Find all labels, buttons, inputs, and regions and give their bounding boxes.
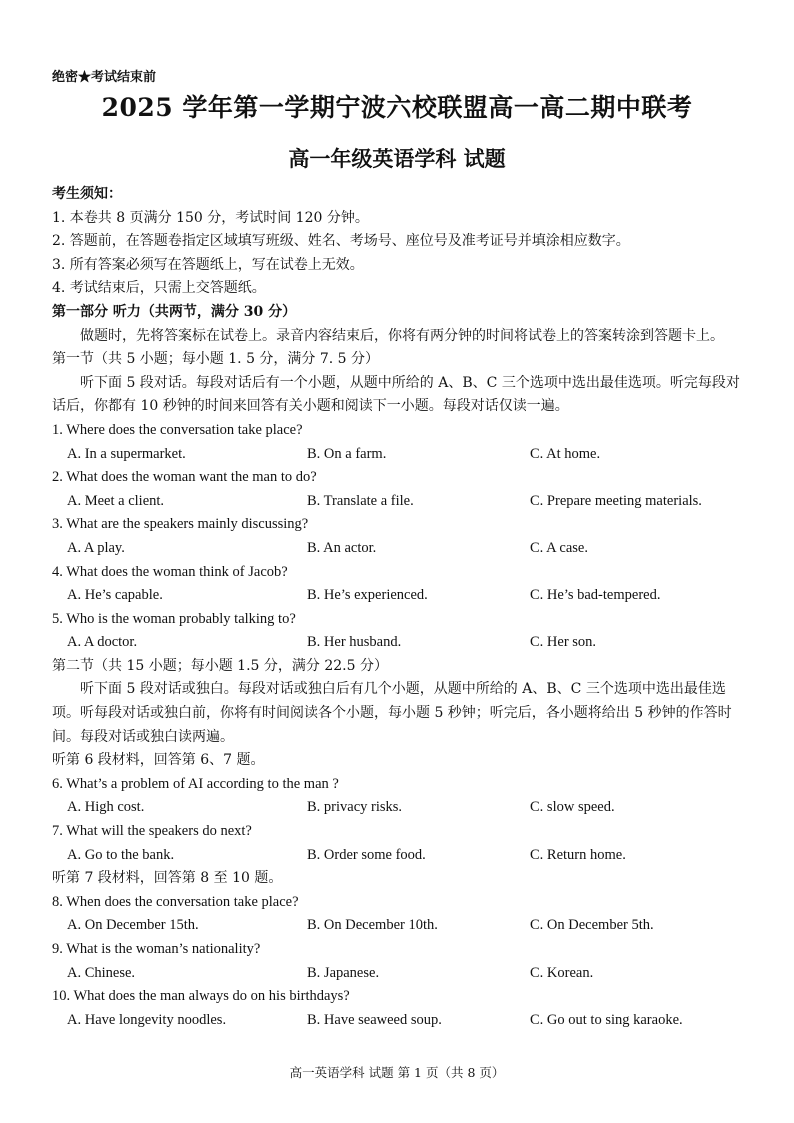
question-3: 3. What are the speakers mainly discussing? [52,516,309,533]
exam-body [52,183,752,1032]
section1-heading: 第一节（共 5 小题；每小题 1. 5 分，满分 7. 5 分） [52,351,380,368]
option-a: A. Chinese. [67,964,136,981]
option-c: C. Prepare meeting materials. [530,492,702,509]
option-a: A. On December 15th. [67,917,199,934]
question-10: 10. What does the man always do on his birthdays? [52,988,350,1005]
question-6: 6. What’s a problem of AI according to the man ? [52,775,339,792]
option-c: C. Return home. [530,846,626,863]
option-a: A. High cost. [67,799,145,816]
option-a: A. Meet a client. [67,492,165,509]
option-c: C. Go out to sing karaoke. [530,1011,683,1028]
section1-instructions: 听下面 5 段对话。每段对话后有一个小题，从题中所给的 A、B、C 三个选项中选出最佳选项。听完每段对话后，你都有 10 秒钟的时间来回答有关小题和阅读下一小题。每段对话仅读一遍。 [52,374,740,415]
part1-intro: 做题时，先将答案标在试卷上。录音内容结束后，你将有两分钟的时间将试卷上的答案转涂到答题卡上。 [80,327,724,344]
options-row [52,631,752,655]
option-b: B. On a farm. [307,445,387,462]
options-row [52,1009,752,1033]
option-b: B. privacy risks. [307,799,403,816]
option-b: B. Order some food. [307,846,426,863]
options-row [52,962,752,986]
exam-subtitle: 高一年级英语学科 试题 [288,146,506,171]
notice-item: 3. 所有答案必须写在答题纸上，写在试卷上无效。 [52,256,364,273]
confidential-label: 绝密★考试结束前 [52,70,157,85]
options-row [52,443,752,467]
option-b: B. Her husband. [307,634,402,651]
exam-title: 2025 学年第一学期宁波六校联盟高一高二期中联考 [101,93,693,122]
options-row [52,584,752,608]
notice-item: 1. 本卷共 8 页满分 150 分，考试时间 120 分钟。 [52,209,369,226]
option-b: B. On December 10th. [307,917,438,934]
option-b: B. Have seaweed soup. [307,1011,442,1028]
option-a: A. Have longevity noodles. [67,1011,227,1028]
material-7-label: 听第 7 段材料，回答第 8 至 10 题。 [52,870,283,887]
option-c: C. slow speed. [530,799,615,816]
question-2: 2. What does the woman want the man to do? [52,469,317,486]
option-c: C. A case. [530,539,588,556]
option-b: B. He’s experienced. [307,587,428,604]
options-row [52,844,752,868]
material-6-label: 听第 6 段材料，回答第 6、7 题。 [52,752,265,769]
option-c: C. He’s bad-tempered. [530,587,661,604]
question-8: 8. When does the conversation take place? [52,893,299,910]
section2-heading: 第二节（共 15 小题；每小题 1.5 分，满分 22.5 分） [52,657,388,674]
option-b: B. Translate a file. [307,492,414,509]
question-9: 9. What is the woman’s nationality? [52,941,261,957]
options-row [52,796,752,820]
section2-instructions: 听下面 5 段对话或独白。每段对话或独白后有几个小题，从题中所给的 A、B、C 三个选项中选出最佳选项。听每段对话或独白前，你将有时间阅读各个小题，每小题 5 秒钟；听完后，各小题将给出 5 秒钟的作答时间。每段对话或独白读两遍。 [52,681,732,745]
options-row [52,490,752,514]
page-footer: 高一英语学科 试题 第 1 页（共 8 页） [289,1065,505,1080]
option-a: A. He’s capable. [67,587,163,604]
options-row [52,914,752,938]
option-a: A. A play. [67,539,125,556]
option-c: C. On December 5th. [530,917,654,934]
notice-item: 2. 答题前，在答题卷指定区域填写班级、姓名、考场号、座位号及准考证号并填涂相应数字。 [52,233,630,250]
option-c: C. At home. [530,445,601,462]
question-1: 1. Where does the conversation take place? [52,421,303,438]
notice-heading: 考生须知： [52,186,122,202]
option-c: C. Korean. [530,964,594,981]
option-b: B. Japanese. [307,964,380,981]
question-7: 7. What will the speakers do next? [52,823,252,840]
notice-item: 4. 考试结束后，只需上交答题纸。 [52,280,266,297]
option-c: C. Her son. [530,634,597,651]
question-4: 4. What does the woman think of Jacob? [52,563,288,580]
option-b: B. An actor. [307,539,377,556]
option-a: A. In a supermarket. [67,445,186,462]
question-5: 5. Who is the woman probably talking to? [52,610,296,627]
options-row [52,537,752,561]
part1-heading: 第一部分 听力（共两节，满分 30 分） [52,303,297,320]
option-a: A. Go to the bank. [67,846,175,863]
option-a: A. A doctor. [67,634,138,651]
